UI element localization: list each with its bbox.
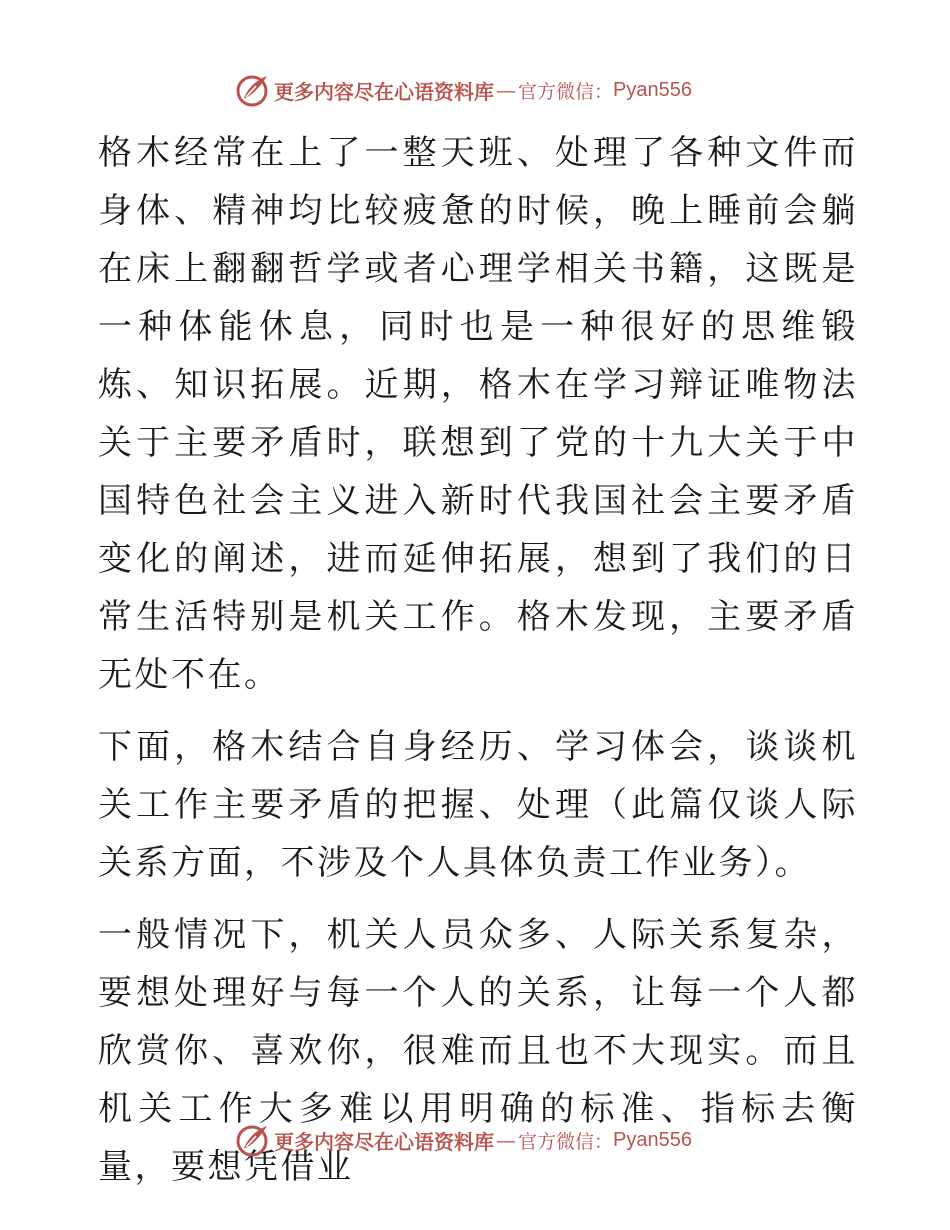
banner-separator: — <box>496 78 516 102</box>
feather-quill-logo-icon <box>234 72 270 108</box>
site-name-text: 更多内容尽在心语资料库 <box>274 79 494 104</box>
banner-separator: — <box>496 1128 516 1152</box>
wechat-label: 官方微信： <box>518 80 614 103</box>
paragraph-2: 下面，格木结合自身经历、学习体会，谈谈机关工作主要矛盾的把握、处理（此篇仅谈人际关系方面，不涉及个人具体负责工作业务）。 <box>98 727 858 883</box>
paragraph-1: 格木经常在上了一整天班、处理了各种文件而身体、精神均比较疲惫的时候，晚上睡前会躺在床上翻翻哲学或者心理学相关书籍，这既是一种体能休息，同时也是一种很好的思维锻炼、知识拓展。近期，格木在学习辩证唯物法关于主要矛盾时，联想到了党的十九大关于中国特色社会主义进入新时代我国社会主要矛盾变化的阐述，进而延伸拓展，想到了我们的日常生活特别是机关工作。格木发现，主要矛盾无处不在。 <box>98 133 858 695</box>
footer-banner <box>234 1120 692 1160</box>
wechat-label: 官方微信： <box>518 1130 614 1153</box>
wechat-account: Pyan556 <box>613 1128 692 1151</box>
paragraph-3: 一般情况下，机关人员众多、人际关系复杂，要想处理好与每一个人的关系，让每一个人都欣赏你、喜欢你，很难而且也不大现实。而且机关工作大多难以用明确的标准、指标去衡量，要想凭借业 <box>98 915 858 1187</box>
header-banner <box>234 70 692 110</box>
feather-quill-logo-icon <box>234 1122 270 1158</box>
wechat-account: Pyan556 <box>613 78 692 101</box>
site-name-text: 更多内容尽在心语资料库 <box>274 1129 494 1154</box>
document-body <box>98 124 858 1210</box>
